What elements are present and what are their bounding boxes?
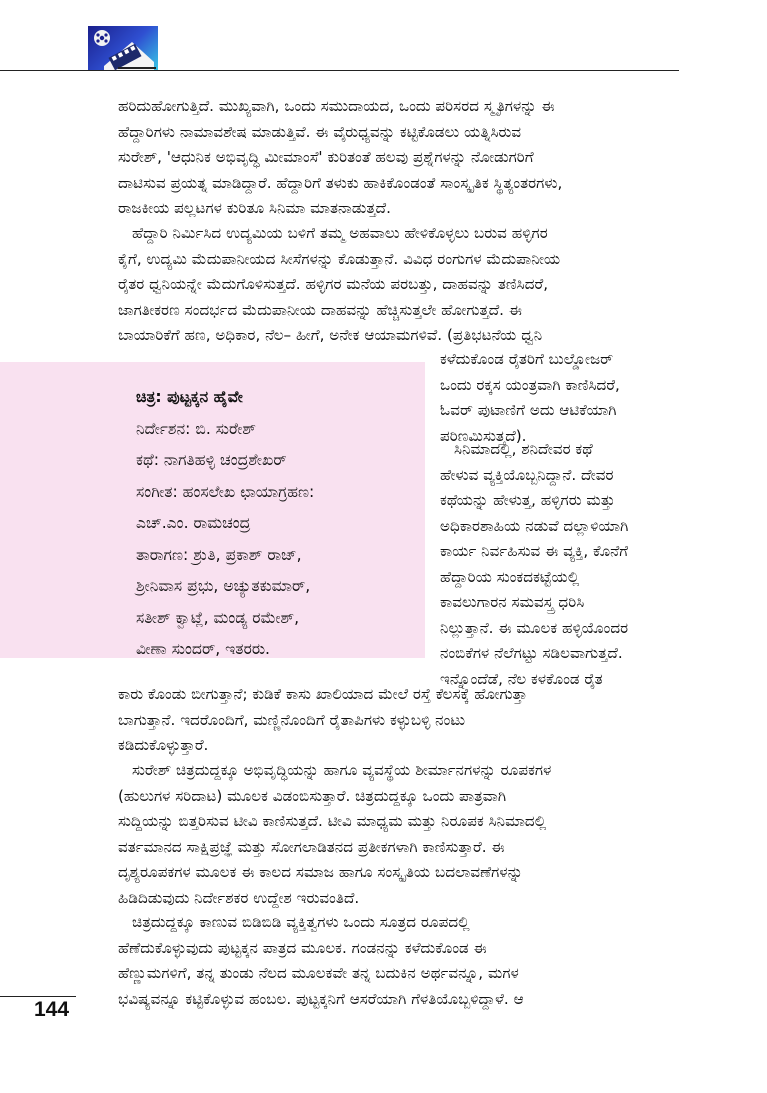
- paragraph-5: [118, 910, 678, 1012]
- text-line: ದಾಟಿಸುವ ಪ್ರಯತ್ನ ಮಾಡಿದ್ದಾರೆ. ಹೆದ್ದಾರಿಗೆ ತಳುಕು ಹಾಕಿಕೊಂಡಂತೆ ಸಾಂಸ್ಕೃತಿಕ ಸ್ಥಿತ್ಯಂತರಗಳು,: [118, 173, 563, 192]
- text-line: ಕಾರ್ಯ ನಿರ್ವಹಿಸುವ ಈ ವ್ಯಕ್ತಿ, ಕೊನೆಗೆ: [440, 542, 629, 560]
- text-line: ಸುದ್ದಿಯನ್ನು ಬಿತ್ತರಿಸುವ ಟೀವಿ ಕಾಣಿಸುತ್ತದೆ. ಟೀವಿ ಮಾಧ್ಯಮ ಮತ್ತು ನಿರೂಪಕ ಸಿನಿಮಾದಲ್ಲಿ: [118, 812, 547, 830]
- credits-line: ಕಥೆ: ನಾಗತಿಹಳ್ಳಿ ಚಂದ್ರಶೇಖರ್: [136, 451, 287, 469]
- credits-list: [136, 382, 421, 666]
- text-line: ಬಾಯಾರಿಕೆಗೆ ಹಣ, ಅಧಿಕಾರ, ನೆಲ– ಹೀಗೆ, ಅನೇಕ ಆಯಾಮಗಳಿವೆ. (ಪ್ರತಿಭಟನೆಯ ಧ್ವನಿ: [118, 326, 543, 344]
- paragraph-4: [118, 758, 678, 911]
- text-line: ಒಂದು ರಕ್ಕಸ ಯಂತ್ರವಾಗಿ ಕಾಣಿಸಿದರೆ,: [440, 375, 620, 394]
- text-line: ಹೆದ್ದಾರಿ ನಿರ್ಮಿಸಿದ ಉದ್ಯಮಿಯ ಬಳಿಗೆ ತಮ್ಮ ಅಹವಾಲು ಹೇಳಿಕೊಳ್ಳಲು ಬರುವ ಹಳ್ಳಿಗರ: [132, 224, 548, 242]
- text-line: ಭವಿಷ್ಯವನ್ನೂ ಕಟ್ಟಿಕೊಳ್ಳುವ ಹಂಬಲ. ಪುಟ್ಟಕ್ಕನಿಗೆ ಆಸರೆಯಾಗಿ ಗೆಳತಿಯೊಬ್ಬಳಿದ್ದಾಳೆ. ಆ: [118, 989, 524, 1008]
- paragraph-3-continuation: [118, 682, 678, 759]
- text-line: ಕಥೆಯನ್ನು ಹೇಳುತ್ತ, ಹಳ್ಳಿಗರು ಮತ್ತು: [440, 491, 616, 509]
- text-line: ಕಡಿದುಕೊಳ್ಳುತ್ತಾರೆ.: [118, 736, 209, 754]
- paragraph-2: [118, 221, 678, 349]
- text-line: ಇನ್ನೊಂದೆಡೆ, ನೆಲ ಕಳಕೊಂಡ ರೈತ: [440, 669, 603, 688]
- credits-line: ಶ್ರೀನಿವಾಸ ಪ್ರಭು, ಅಚ್ಯುತಕುಮಾರ್,: [136, 577, 311, 595]
- footer-rule: [0, 996, 76, 997]
- credits-line: ವೀಣಾ ಸುಂದರ್, ಇತರರು.: [136, 640, 270, 658]
- text-line: ಓವರ್ ಪುಟಾಣಿಗೆ ಅದು ಆಟಿಕೆಯಾಗಿ: [440, 401, 617, 419]
- text-line: ಹಿಡಿದಿಡುವುದು ನಿರ್ದೇಶಕರ ಉದ್ದೇಶ ಇರುವಂತಿದೆ.: [118, 888, 360, 907]
- credits-title: ಚಿತ್ರ: ಪುಟ್ಟಕ್ಕನ ಹೈವೇ: [136, 388, 243, 406]
- text-line: ರಾಜಕೀಯ ಪಲ್ಲಟಗಳ ಕುರಿತೂ ಸಿನಿಮಾ ಮಾತನಾಡುತ್ತದೆ.: [118, 199, 391, 217]
- text-line: ರೈತರ ಧ್ವನಿಯನ್ನೇ ಮೆದುಗೊಳಿಸುತ್ತದೆ. ಹಳ್ಳಿಗರ ಮನೆಯ ಪರಬತ್ತು, ದಾಹವನ್ನು ತಣಿಸಿದರೆ,: [118, 275, 549, 293]
- text-line: ಹರಿದುಹೋಗುತ್ತಿದೆ. ಮುಖ್ಯವಾಗಿ, ಒಂದು ಸಮುದಾಯದ, ಒಂದು ಪರಿಸರದ ಸ್ಮೃತಿಗಳನ್ನು ಈ: [118, 97, 555, 115]
- film-reel-icon: [88, 26, 158, 70]
- text-line: ಪರಿಣಮಿಸುತ್ತದೆ).: [440, 426, 527, 445]
- text-line: ವರ್ತಮಾನದ ಸಾಕ್ಷಿಪ್ರಜ್ಞೆ ಮತ್ತು ಸೋಗಲಾಡಿತನದ ಪ್ರತೀಕಗಳಾಗಿ ಕಾಣಿಸುತ್ತಾರೆ. ಈ: [118, 837, 505, 856]
- credits-line: ಎಚ್.ಎಂ. ರಾಮಚಂದ್ರ: [136, 514, 251, 532]
- text-line: ಸುರೇಶ್ ಚಿತ್ರದುದ್ದಕ್ಕೂ ಅಭಿವೃದ್ಧಿಯನ್ನು ಹಾಗೂ ವ್ಯವಸ್ಥೆಯ ಶೀರ್ಮಾನಗಳನ್ನು ರೂಪಕಗಳ: [132, 761, 552, 779]
- text-line: ಅಧಿಕಾರಶಾಹಿಯ ನಡುವೆ ದಲ್ಲಾಳಿಯಾಗಿ: [440, 516, 629, 535]
- credits-line: ಸತೀಶ್ ಕ್ವಾಟ್ಲೆ, ಮಂಡ್ಯ ರಮೇಶ್,: [136, 608, 300, 627]
- credits-line: ನಿರ್ದೇಶನ: ಬಿ. ಸುರೇಶ್: [136, 419, 256, 438]
- text-line: ನಿಲ್ಲುತ್ತಾನೆ. ಈ ಮೂಲಕ ಹಳ್ಳಿಯೊಂದರ: [440, 618, 629, 637]
- text-line: ಕೈಗೆ, ಉದ್ಯಮಿ ಮೆದುಪಾನೀಯದ ಸೀಸೆಗಳನ್ನು ಕೊಡುತ್ತಾನೆ. ವಿವಿಧ ರಂಗುಗಳ ಮೆದುಪಾನೀಯ: [118, 249, 561, 268]
- text-line: ನಂಬಿಕೆಗಳ ನೆಲೆಗಟ್ಟು ಸಡಿಲವಾಗುತ್ತದೆ.: [440, 644, 623, 662]
- text-line: ಕಳೆದುಕೊಂಡ ರೈತರಿಗೆ ಬುಲ್ಡೋಜರ್: [440, 350, 614, 368]
- text-line: ಕಾರು ಕೊಂಡು ಬೀಗುತ್ತಾನೆ; ಕುಡಿಕೆ ಕಾಸು ಖಾಲಿಯಾದ ಮೇಲೆ ರಸ್ತೆ ಕೆಲಸಕ್ಕೆ ಹೋಗುತ್ತಾ: [118, 685, 528, 703]
- text-line: ಚಿತ್ರದುದ್ದಕ್ಕೂ ಕಾಣುವ ಬಿಡಿಬಿಡಿ ವ್ಯಕ್ತಿತ್ವಗಳು ಒಂದು ಸೂತ್ರದ ರೂಪದಲ್ಲಿ: [132, 913, 470, 931]
- text-line: ಹೆದ್ದಾರಿಯ ಸುಂಕದಕಟ್ಟೆಯಲ್ಲಿ: [440, 567, 580, 586]
- text-line: ಕಾವಲುಗಾರನ ಸಮವಸ್ತ್ರ ಧರಿಸಿ: [440, 593, 585, 611]
- credits-box: [0, 362, 425, 658]
- paragraph-1: [118, 94, 678, 222]
- text-line: ಹೇಳುವ ವ್ಯಕ್ತಿಯೊಬ್ಬನಿದ್ದಾನೆ. ದೇವರ: [440, 465, 614, 484]
- text-line: ಹೆಣೆದುಕೊಳ್ಳುವುದು ಪುಟ್ಟಕ್ಕನ ಪಾತ್ರದ ಮೂಲಕ. ಗಂಡನನ್ನು ಕಳೆದುಕೊಂಡ ಈ: [118, 938, 487, 957]
- text-line: ಜಾಗತೀಕರಣ ಸಂದರ್ಭದ ಮೆದುಪಾನೀಯ ದಾಹವನ್ನು ಹೆಚ್ಚಿಸುತ್ತಲೇ ಹೋಗುತ್ತದೆ. ಈ: [118, 300, 523, 319]
- paragraph-2-continuation: [440, 347, 680, 449]
- text-line: ಹೆಣ್ಣುಮಗಳಿಗೆ, ತನ್ನ ತುಂಡು ನೆಲದ ಮೂಲಕವೇ ತನ್ನ ಬದುಕಿನ ಅರ್ಥವನ್ನೂ, ಮಗಳ: [118, 964, 519, 982]
- text-line: ಸುರೇಶ್, 'ಆಧುನಿಕ ಅಭಿವೃದ್ಧಿ ಮೀಮಾಂಸೆ' ಕುರಿತಂತೆ ಹಲವು ಪ್ರಶ್ನೆಗಳನ್ನು ನೋಡುಗರಿಗೆ: [118, 148, 534, 166]
- text-line: ಸಿನಿಮಾದಲ್ಲಿ, ಶನಿದೇವರ ಕಥೆ: [454, 440, 593, 458]
- text-line: (ಹುಲುಗಳ ಸರಿದಾಟ) ಮೂಲಕ ವಿಡಂಬಿಸುತ್ತಾರೆ. ಚಿತ್ರದುದ್ದಕ್ಕೂ ಒಂದು ಪಾತ್ರವಾಗಿ: [118, 786, 507, 805]
- credits-line: ತಾರಾಗಣ: ಶ್ರುತಿ, ಪ್ರಕಾಶ್ ರಾಜ್,: [136, 545, 302, 564]
- paragraph-3: [440, 437, 680, 692]
- text-line: ಹೆದ್ದಾರಿಗಳು ನಾಮಾವಶೇಷ ಮಾಡುತ್ತಿವೆ. ಈ ವೈರುಧ್ಯವನ್ನು ಕಟ್ಟಿಕೊಡಲು ಯತ್ನಿಸಿರುವ: [118, 122, 522, 141]
- header-rule: [0, 70, 679, 71]
- credits-line: ಸಂಗೀತ: ಹಂಸಲೇಖ ಛಾಯಾಗ್ರಹಣ:: [136, 482, 315, 501]
- text-line: ದೃಶ್ಯರೂಪಕಗಳ ಮೂಲಕ ಈ ಕಾಲದ ಸಮಾಜ ಹಾಗೂ ಸಂಸ್ಕೃತಿಯ ಬದಲಾವಣೆಗಳನ್ನು: [118, 863, 523, 881]
- text-line: ಬಾಗುತ್ತಾನೆ. ಇದರೊಂದಿಗೆ, ಮಣ್ಣಿನೊಂದಿಗೆ ರೈತಾಪಿಗಳು ಕಳ್ಳುಬಳ್ಳಿ ನಂಟು: [118, 710, 466, 729]
- page-number: 144: [34, 998, 70, 1021]
